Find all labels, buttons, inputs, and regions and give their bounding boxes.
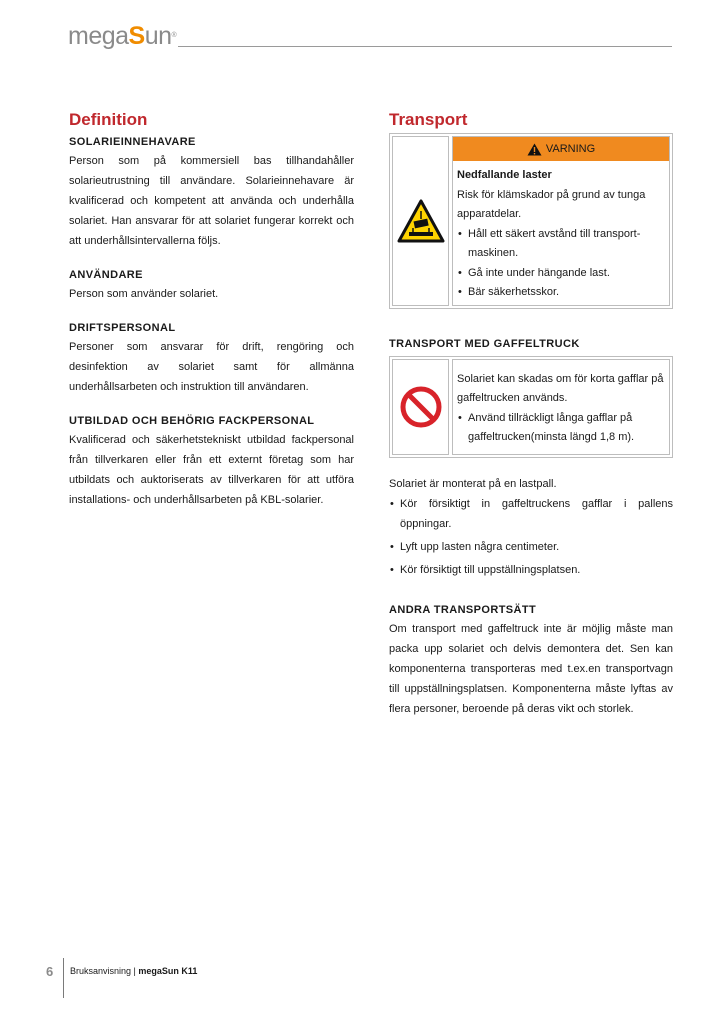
- definition-title: Definition: [69, 110, 148, 129]
- warning-box: [389, 133, 673, 309]
- other-transport-text: Om transport med gaffeltruck inte är möjlig måste man packa upp solariet och delvis demontera det. Sen kan komponenterna transporteras med t.ex.en transportvagn till uppställningsplatsen. Komponenterna måste lyftas av flera personer, beroende på deras vikt och storlek.: [389, 622, 673, 715]
- footer-title: Bruksanvisning | megaSun K11: [70, 966, 198, 976]
- list-item: • Använd tillräckligt långa gafflar på gaffeltrucken(minsta längd 1,8 m).: [457, 409, 665, 448]
- forklift-text: Solariet kan skadas om för korta gafflar på gaffeltrucken används.: [457, 372, 664, 404]
- warning-triangle-icon: [527, 143, 542, 156]
- list-item: • Kör försiktigt in gaffeltruckens gafflar i pallens öppningar.: [389, 494, 673, 534]
- transport-column: [389, 110, 673, 719]
- prohibition-icon: [392, 359, 449, 455]
- warning-text: Risk för klämskador på grund av tunga apparatdelar.: [457, 188, 646, 220]
- section-text: Personer som ansvarar för drift, rengöring och desinfektion av solariet samt för allmänna underhållsarbeten och instruktion till användaren.: [69, 341, 354, 393]
- section-heading: UTBILDAD OCH BEHÖRIG FACKPERSONAL: [69, 415, 315, 427]
- section-text: Person som använder solariet.: [69, 288, 219, 300]
- warning-title: Nedfallande laster: [457, 169, 552, 181]
- footer-rule: [63, 958, 64, 998]
- brand-logo: megaSun®: [68, 22, 177, 50]
- forklift-heading: TRANSPORT MED GAFFELTRUCK: [389, 337, 580, 350]
- section-heading: DRIFTSPERSONAL: [69, 322, 176, 334]
- transport-title: Transport: [389, 110, 468, 129]
- list-item: • Bär säkerhetsskor.: [457, 283, 665, 303]
- list-item: • Kör försiktigt till uppställningsplatsen.: [389, 560, 673, 580]
- pallet-text: Solariet är monterat på en lastpall.: [389, 477, 557, 490]
- section-text: Person som på kommersiell bas tillhandahåller solarieutrustning till användare. Solarieinnehavare är kvalificerad och kompetent att använda och underhålla solariet. Han ansvarar för att solariet fungerar korrekt och att underhållsintervallerna följs.: [69, 155, 354, 247]
- definition-column: [69, 110, 354, 510]
- list-item: • Lyft upp lasten några centimeter.: [389, 537, 673, 557]
- section-heading: ANVÄNDARE: [69, 269, 143, 281]
- list-item: • Håll ett säkert avstånd till transport-maskinen.: [457, 225, 665, 264]
- section-text: Kvalificerad och säkerhetstekniskt utbildad fackpersonal från tillverkaren eller från ett externt företag som har utbildats och auktoriserats av tillverkaren för att utföra installations- och underhållsarbeten på KBL-solarier.: [69, 434, 354, 506]
- list-item: • Gå inte under hängande last.: [457, 264, 665, 284]
- warning-label: VARNING: [545, 143, 596, 155]
- forklift-notice-box: [389, 356, 673, 458]
- page-number: 6: [46, 964, 54, 979]
- falling-load-icon: [392, 136, 449, 306]
- header-rule: [178, 46, 672, 47]
- other-transport-heading: ANDRA TRANSPORTSÄTT: [389, 603, 537, 616]
- section-heading: SOLARIEINNEHAVARE: [69, 136, 196, 148]
- warning-header: [453, 137, 669, 161]
